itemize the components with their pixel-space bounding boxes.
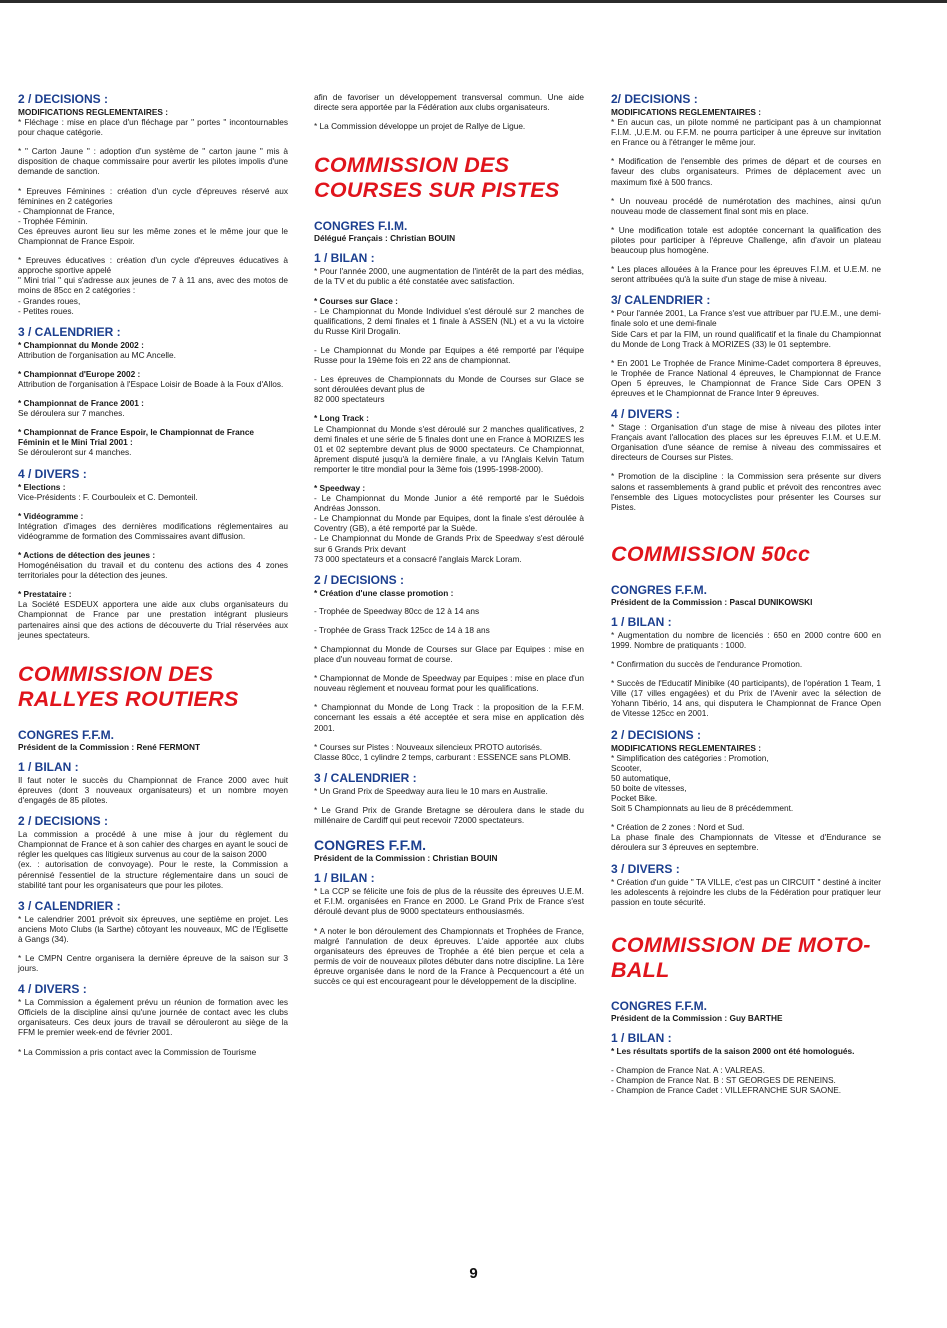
top-rule xyxy=(0,0,947,3)
item-text: Attribution de l'organisation à l'Espace Loisir de Boade à la Foux d'Allos. xyxy=(18,378,284,389)
paragraph: - Trophée de Grass Track 125cc de 14 à 18 ans xyxy=(314,624,490,635)
item-head: * Prestataire : xyxy=(18,589,72,600)
item-head: * Long Track : xyxy=(314,413,369,424)
paragraph: * Augmentation du nombre de licenciés : 650 en 2000 contre 600 en 1999. Nombre de pratiquants : 1000. xyxy=(611,629,881,650)
item-text: Se dérouleront sur 4 manches. xyxy=(18,447,132,458)
paragraph: * Un Grand Prix de Speedway aura lieu le 10 mars en Australie. xyxy=(314,785,548,796)
paragraph: - Le Championnat du Monde Junior a été remporté par le Suédois Andréas Jonsson. - Le Championnat du Monde par Equipes, dont la finale s'est déroulée à Coventry (GB), a été remporté par la Suède. - Le Championnat du Monde de Grands Prix de Speedway s'est déroulé sur 6 Grands Prix devant 73 000 spectateurs et a consacré l'anglais Marck Loram. xyxy=(314,493,584,564)
fim-delegate: Délégué Français : Christian BOUIN xyxy=(314,233,456,244)
cc50-congres: CONGRES F.F.M. xyxy=(611,582,708,597)
page-number: 9 xyxy=(469,1265,478,1282)
paragraph: * A noter le bon déroulement des Championnats et Trophées de France, malgré l'annulation de deux épreuves. L'aide apportée aux clubs organisateurs des épreuves de Trophée a été bien perçue et cela a permis de voir de nouveaux pilotes débuter dans notre discipline. La 1ère épreuve organisée dans le nord de la France à Pecquencourt a été un succès ce qui est encourageant pour le développement de la discipline. xyxy=(314,925,584,986)
trial-calendrier-heading: 3 / CALENDRIER : xyxy=(18,324,121,339)
trial-divers-heading: 4 / DIVERS : xyxy=(18,466,87,481)
pistes-ffm-calendrier-heading: 3/ CALENDRIER : xyxy=(611,293,711,308)
paragraph: * La Commission a pris contact avec la Commission de Tourisme xyxy=(18,1046,257,1057)
paragraph: afin de favoriser un développement transversal commun. Une aide directe sera apportée par la Fédération aux clubs organisateurs. xyxy=(314,92,584,113)
paragraph: - Le Championnat du Monde Individuel s'est déroulé sur 2 manches de qualifications, 2 demi finales et 1 finale à ASSEN (NL) et a vu la victoire du Russe Kiril Drogalin. xyxy=(314,305,584,336)
motoball-title: COMMISSION DE MOTO-BALL xyxy=(611,932,871,982)
paragraph: * Pour l'année 2000, une augmentation de l'intérêt de la part des médias, de la TV et du public a été constatée avec satisfaction. xyxy=(314,266,584,287)
cc50-president: Président de la Commission : Pascal DUNIKOWSKI xyxy=(611,596,813,607)
rallyes-bilan-heading: 1 / BILAN : xyxy=(18,759,79,774)
item-text: Vice-Présidents : F. Courbouleix et C. Demonteil. xyxy=(18,491,198,502)
pistes-calendrier-heading: 3 / CALENDRIER : xyxy=(314,770,417,785)
paragraph: * Championnat du Monde de Long Track : la proposition de la F.F.M. concernant les essais a été acceptée et sera mise en application dès 2001. xyxy=(314,702,584,733)
trial-decisions-heading: 2 / DECISIONS : xyxy=(18,92,109,106)
paragraph: - Trophée de Speedway 80cc de 12 à 14 ans xyxy=(314,605,480,616)
paragraph: - Champion de France Nat. A : VALREAS. - Champion de France Nat. B : ST GEORGES DE RENEINS. - Champion de France Cadet : VILLEFRANCHE SUR SAONE. xyxy=(611,1064,842,1096)
rallyes-decisions-heading: 2 / DECISIONS : xyxy=(18,814,109,829)
paragraph: * Epreuves Féminines : création d'un cycle d'épreuves réservé aux féminines en 2 catégories - Championnat de France, - Trophée Féminin. Ces épreuves auront lieu sur les même zones et le même jour que le Championnat de France Espoir. xyxy=(18,185,288,247)
paragraph: * Modification de l'ensemble des primes de départ et de courses en faveur des clubs organisateurs. Primes de déplacement avec un maximum fixé à 500 francs. xyxy=(611,156,881,187)
item-head: MODIFICATIONS REGLEMENTAIRES : xyxy=(611,742,761,753)
rallyes-president: Président de la Commission : René FERMONT xyxy=(18,741,201,752)
paragraph: * Simplification des catégories : Promotion, Scooter, 50 automatique, 50 boite de vitesses, Pocket Bike. Soit 5 Championnats au lieu de 8 précédemment. xyxy=(611,752,794,814)
motoball-congres: CONGRES F.F.M. xyxy=(611,998,708,1013)
paragraph: * Le Grand Prix de Grande Bretagne se déroulera dans le stade du millénaire de Cardiff qui peut recevoir 72000 spectateurs. xyxy=(314,804,584,826)
item-head: MODIFICATIONS REGLEMENTAIRES : xyxy=(611,107,761,117)
ffm-congres: CONGRES F.F.M. xyxy=(314,837,427,854)
pistes-title: COMMISSION DES COURSES SUR PISTES xyxy=(314,153,560,203)
paragraph: * Création d'un guide " TA VILLE, c'est pas un CIRCUIT " destiné à inciter les adolescents à rejoindre les clubs de la Fédération pour pratiquer leur passion en toute sécurité. xyxy=(611,876,881,907)
paragraph: * Pour l'année 2001, La France s'est vue attribuer par l'U.E.M., une demi-finale solo et une demi-finale Side Cars et par la FIM, un round qualificatif et la finale du Championnat du Monde de Long Track à MORIZES (33) le 01 septembre. xyxy=(611,308,881,349)
motoball-bilan-heading: 1 / BILAN : xyxy=(611,1030,672,1045)
rallyes-calendrier-heading: 3 / CALENDRIER : xyxy=(18,898,121,913)
paragraph: * Confirmation du succès de l'endurance Promotion. xyxy=(611,659,803,670)
paragraph: * Le CMPN Centre organisera la dernière épreuve de la saison sur 3 jours. xyxy=(18,952,288,974)
paragraph: Le Championnat du Monde s'est déroulé sur 2 manches qualificatives, 2 demi finales et une série de 5 finales dont une en France à MORIZES les 01 et 02 septembre devant plus de 9000 spectateurs. Ce Championnat, âprement disputé jusqu'à la dernière finale, a vu l'Anglais Kelvin Tatum remporter le titre mondial pour la 3ème fois (1995-1998-2000). xyxy=(314,423,584,474)
cc50-divers-heading: 3 / DIVERS : xyxy=(611,861,680,876)
item-text: La Société ESDEUX apportera une aide aux clubs organisateurs du Championnat de France par une prestation intégrant plusieurs partenaires ainsi que des actions de découverte du Trial réservées aux jeunes spectateurs. xyxy=(18,599,288,640)
rallyes-title: COMMISSION DES RALLYES ROUTIERS xyxy=(18,661,239,711)
pistes-ffm-decisions-heading: 2/ DECISIONS : xyxy=(611,92,698,106)
paragraph: * La Commission a également prévu un réunion de formation avec les Officiels de la discipline ainsi qu'une journée de contact avec les clubs organisateurs. Ces deux jours de travail se dérouleront au siège de la FFM le premier week-end de février 2001. xyxy=(18,997,288,1038)
pistes-bilan-heading: 1 / BILAN : xyxy=(314,251,375,266)
item-head: * Championnat du Monde 2002 : xyxy=(18,339,144,350)
trial-decisions-subheading: MODIFICATIONS REGLEMENTAIRES : xyxy=(18,107,168,117)
paragraph: * Les places allouées à la France pour les épreuves F.I.M. et U.E.M. ne seront attribuées qu'à la suite d'un stage de mise à niveau. xyxy=(611,264,881,285)
motoball-president: Président de la Commission : Guy BARTHE xyxy=(611,1012,783,1023)
paragraph: * En aucun cas, un pilote nommé ne participant pas à un championnat F.I.M. ,U.E.M. ou F.F.M. ne pourra participer à une épreuve sur invitation en France ou à l'étranger le même jour. xyxy=(611,117,881,148)
cc50-title: COMMISSION 50cc xyxy=(611,541,811,566)
rallyes-congres: CONGRES F.F.M. xyxy=(18,727,115,742)
pistes-decisions-heading: 2 / DECISIONS : xyxy=(314,572,405,587)
paragraph: * Promotion de la discipline : la Commission sera présente sur divers salons et rassemblements à grand public et prévoit des rencontres avec l'ensemble des Ligues motocyclistes pour présenter les Courses sur Pistes. xyxy=(611,471,881,512)
paragraph: * La Commission développe un projet de Rallye de Ligue. xyxy=(314,121,526,132)
ffm-bilan-heading: 1 / BILAN : xyxy=(314,871,375,886)
paragraph: * Championnat du Monde de Courses sur Glace par Equipes : mise en place d'un nouveau format de course. xyxy=(314,644,584,665)
paragraph: * Le calendrier 2001 prévoit six épreuves, une septième en projet. Les anciens Moto Clubs (la Sarthe) côtoyant les nouveaux, MC de l'Eglisette à Gangs (34). xyxy=(18,913,288,944)
cc50-decisions-heading: 2 / DECISIONS : xyxy=(611,727,702,742)
item-text: Intégration d'images des dernières modifications réglementaires au vidéogramme de formation des Commissaires avant diffusion. xyxy=(18,520,288,541)
paragraph: - Le Championnat du Monde par Equipes a été remporté par l'équipe Russe pour la 19ème fois en 22 ans de championnat. xyxy=(314,344,584,366)
item-head: * Elections : xyxy=(18,481,66,492)
paragraph: * Epreuves éducatives : création d'un cycle d'épreuves éducatives à approche sportive appelé " Mini trial " qui s'adresse aux jeunes de 7 à 11 ans, avec des motos de moins de 85cc en 2 catégories : - Grandes roues, - Petites roues. xyxy=(18,255,288,316)
item-head: * Création d'une classe promotion : xyxy=(314,587,454,598)
item-text: Attribution de l'organisation au MC Ancelle. xyxy=(18,349,176,360)
item-head: * Championnat d'Europe 2002 : xyxy=(18,368,141,379)
item-text: Se déroulera sur 7 manches. xyxy=(18,408,125,419)
item-head: * Vidéogramme : xyxy=(18,510,84,521)
paragraph: * " Carton Jaune " : adoption d'un système de " carton jaune " mis à disposition de chaque commissaire pour avertir les pilotes impolis d'une demande de sanction. xyxy=(18,146,288,177)
item-head: * Speedway : xyxy=(314,482,366,493)
paragraph: La commission a procédé à une mise à jour du règlement du Championnat de France et à son cahier des charges en ayant le souci de régler les quelques cas litigieux survenus au cour de la saison 2000 (ex. : autorisation de convoyage). Pour le reste, la Commission a pérennisé l'essentiel de la structure réglementaire dans un souci de stabilité tant pour les organisateurs que pour les pilotes. xyxy=(18,829,288,890)
rallyes-divers-heading: 4 / DIVERS : xyxy=(18,982,87,997)
item-head: * Courses sur Glace : xyxy=(314,295,398,306)
fim-congres: CONGRES F.I.M. xyxy=(314,219,408,234)
column-2 xyxy=(314,92,584,995)
paragraph: * Un nouveau procédé de numérotation des machines, ainsi qu'un nouveau mode de classement final sont mis en place. xyxy=(611,195,881,216)
ffm-president: Président de la Commission : Christian BOUIN xyxy=(314,853,498,864)
item-head: * Championnat de France Espoir, le Championnat de France Féminin et le Mini Trial 2001 : xyxy=(18,427,255,448)
paragraph: * Une modification totale est adoptée concernant la qualification des pilotes pour participer à l'épreuve Challenge, afin d'avoir un plateau beaucoup plus homogène. xyxy=(611,224,881,256)
paragraph: * Stage : Organisation d'un stage de mise à niveau des pilotes inter Français avant l'allocation des places sur les épreuves F.I.M. et U.E.M. Organisation d'une séance de remise à niveau des commissaires et directeurs de Courses sur Pistes. xyxy=(611,422,881,463)
paragraph: * Championnat de Monde de Speedway par Equipes : mise en place d'un nouveau règlement et nouveau format pour les qualifications. xyxy=(314,673,584,694)
paragraph: * Création de 2 zones : Nord et Sud. La phase finale des Championnats de Vitesse et d'Endurance se déroulera sur 3 épreuves en septembre. xyxy=(611,822,881,853)
column-1 xyxy=(18,92,288,1066)
item-head: * Les résultats sportifs de la saison 2000 ont été homologués. xyxy=(611,1045,855,1056)
item-head: * Championnat de France 2001 : xyxy=(18,398,144,409)
paragraph: - Les épreuves de Championnats du Monde de Courses sur Glace se sont déroulées devant plus de 82 000 spectateurs xyxy=(314,374,584,405)
paragraph: * La CCP se félicite une fois de plus de la réussite des épreuves U.E.M. et F.I.M. organisées en France en 2000. Le Grand Prix de France s'est déroulé devant plus de 9000 spectateurs enthousiasmés. xyxy=(314,886,584,917)
pistes-ffm-divers-heading: 4 / DIVERS : xyxy=(611,407,680,422)
paragraph: * Courses sur Pistes : Nouveaux silencieux PROTO autorisés. Classe 80cc, 1 cylindre 2 temps, carburant : ESSENCE sans PLOMB. xyxy=(314,741,571,762)
paragraph: * Fléchage : mise en place d'un fléchage par " portes " incontournables pour chaque catégorie. xyxy=(18,117,288,138)
item-text: Homogénéisation du travail et du contenu des actions des 4 zones territoriales pour la détection des jeunes. xyxy=(18,560,288,581)
paragraph: * En 2001 Le Trophée de France Minime-Cadet comportera 8 épreuves, le Trophée de France National 4 épreuves, le Championnat de France Open 5 épreuves, le Championnat de France Side Cars OPEN 3 épreuves et le Championnat de France Inter 9 épreuves. xyxy=(611,357,881,398)
paragraph: Il faut noter le succès du Championnat de France 2000 avec huit épreuves (dont 3 nouveaux organisateurs) et un nombre moyen d'engagés de 85 pilotes. xyxy=(18,774,288,806)
column-3 xyxy=(611,92,881,1104)
paragraph: * Succès de l'Educatif Minibike (40 participants), de l'opération 1 Team, 1 Ville (17 villes engagées) et du Prix de l'Avenir avec la sélection de Yohann Tibério, 14 ans, qui disputera le Championnat de France Open de Vitesse 125cc en 2001. xyxy=(611,678,881,719)
cc50-bilan-heading: 1 / BILAN : xyxy=(611,614,672,629)
item-head: * Actions de détection des jeunes : xyxy=(18,550,156,560)
